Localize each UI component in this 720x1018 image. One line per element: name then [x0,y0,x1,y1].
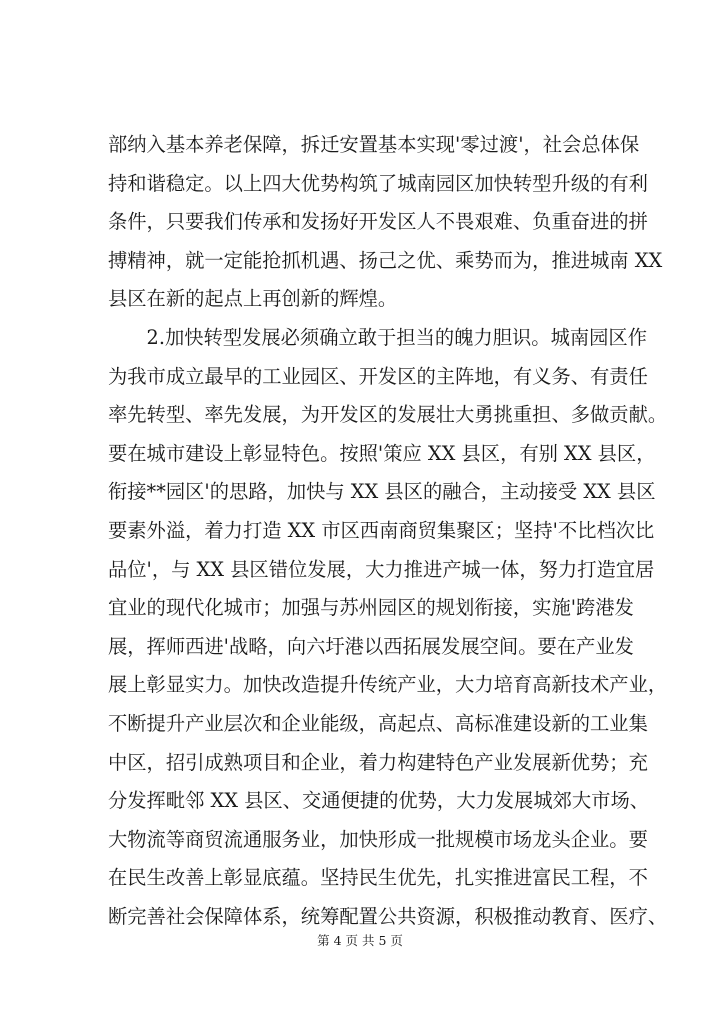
text-line: 中区，招引成熟项目和企业，着力构建特色产业发展新优势；充 [108,750,648,774]
body-text [108,126,668,936]
text-line: 县区在新的起点上再创新的辉煌。 [108,287,398,311]
text-line: 断完善社会保障体系，统筹配置公共资源，积极推动教育、医疗、 [108,904,668,928]
text-line: 要素外溢，着力打造 XX 市区西南商贸集聚区；坚持'不比档次比 [108,518,655,542]
text-line: 大物流等商贸流通服务业，加快形成一批规模市场龙头企业。要 [108,827,648,851]
text-line: 在民生改善上彰显底蕴。坚持民生优先，扎实推进富民工程，不 [108,866,648,890]
text-line: 品位'，与 XX 县区错位发展，大力推进产城一体，努力打造宜居 [108,557,655,581]
text-line: 展上彰显实力。加快改造提升传统产业，大力培育高新技术产业， [108,673,668,697]
text-line: 为我市成立最早的工业园区、开发区的主阵地，有义务、有责任 [108,364,648,388]
text-line: 衔接**园区'的思路，加快与 XX 县区的融合，主动接受 XX 县区 [108,480,656,504]
text-line: 部纳入基本养老保障，拆迁安置基本实现'零过渡'，社会总体保 [108,133,640,156]
text-line: 宜业的现代化城市；加强与苏州园区的规划衔接，实施'跨港发 [108,596,634,620]
text-line: 率先转型、率先发展，为开发区的发展壮大勇挑重担、多做贡献。 [108,403,668,427]
text-line: 不断提升产业层次和企业能级，高起点、高标准建设新的工业集 [108,711,648,735]
text-line: 分发挥毗邻 XX 县区、交通便捷的优势，大力发展城郊大市场、 [108,789,650,813]
text-line: 要在城市建设上彰显特色。按照'策应 XX 县区，有别 XX 县区， [108,441,656,465]
text-line: 搏精神，就一定能抢抓机遇、扬己之优、乘势而为，推进城南 XX [108,248,663,272]
text-line: 2.加快转型发展必须确立敢于担当的魄力胆识。城南园区作 [108,325,647,349]
page-footer: 第 4 页 共 5 页 [317,933,403,948]
text-line: 展，挥师西进'战略，向六圩港以西拓展发展空间。要在产业发 [108,634,634,658]
text-line: 持和谐稳定。以上四大优势构筑了城南园区加快转型升级的有利 [108,171,648,195]
text-line: 条件，只要我们传承和发扬好开发区人不畏艰难、负重奋进的拼 [108,210,648,234]
